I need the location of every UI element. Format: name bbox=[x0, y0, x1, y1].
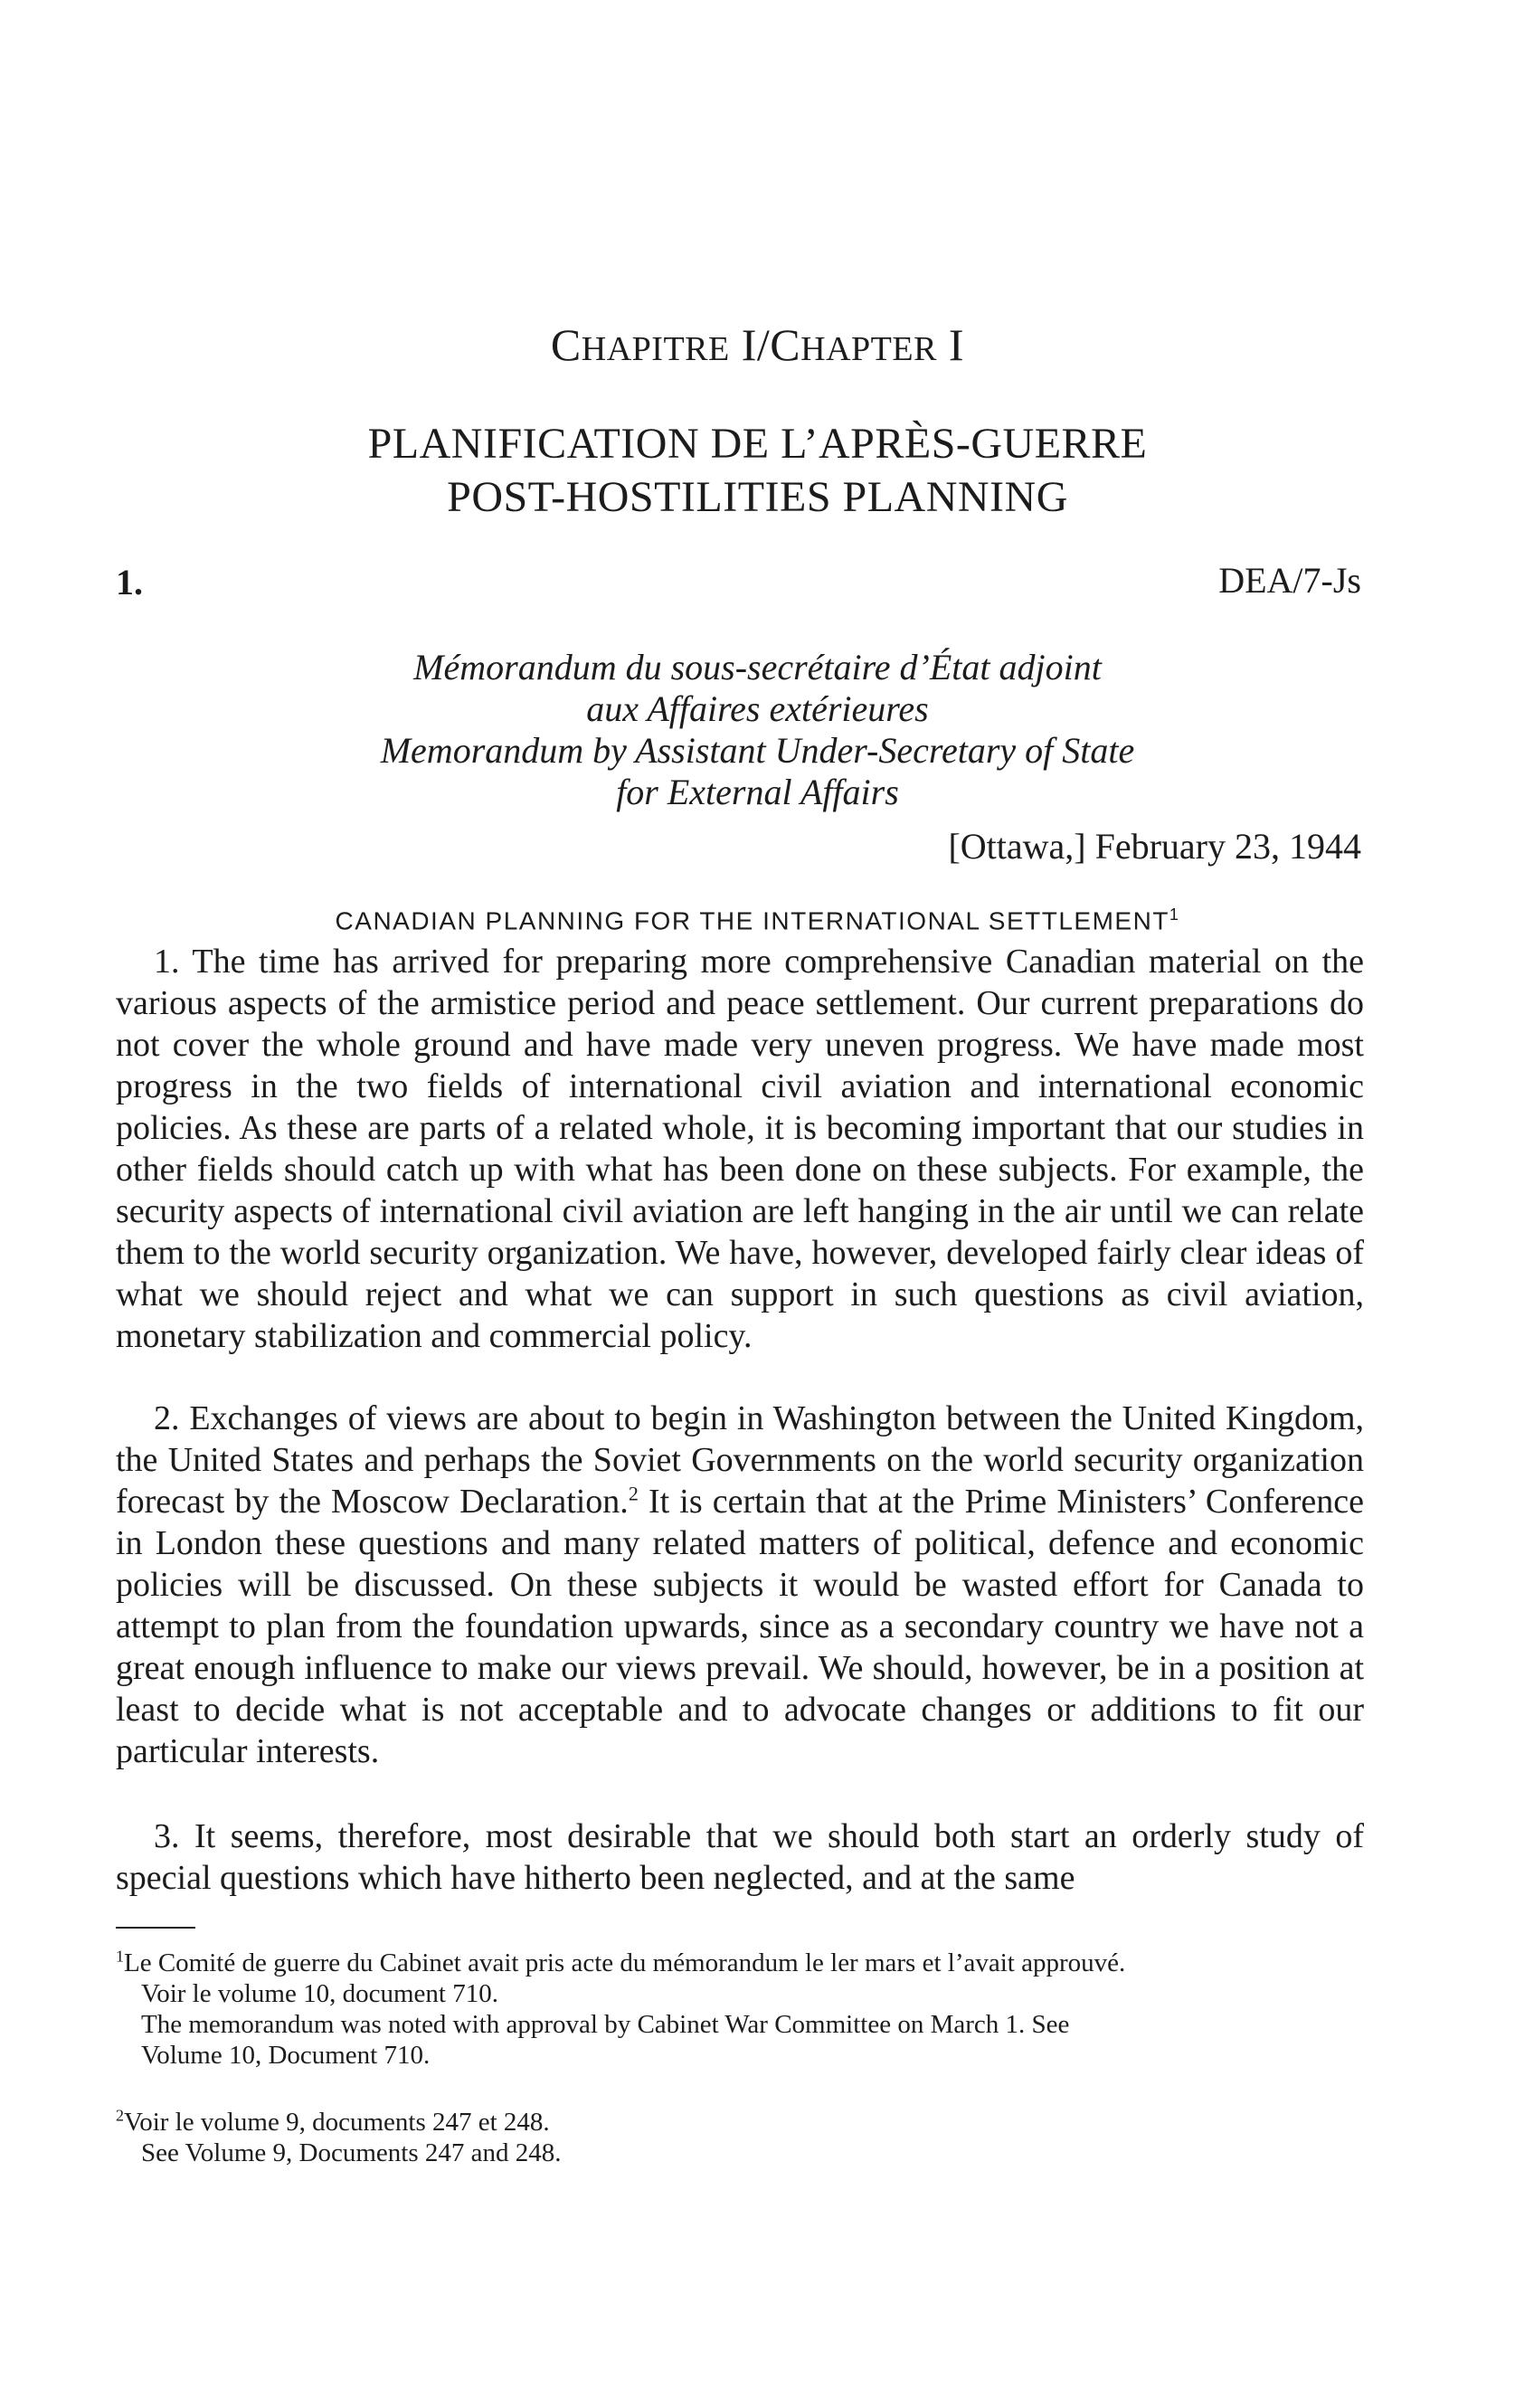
paragraph-2-part-a: 2. Exchanges of views are about to begin in Washington between the United Kingdom, the United States and perhaps the Soviet Governments on the world security organization forecast by the Moscow Declaration. bbox=[116, 1399, 1364, 1521]
description-english-line-1: Memorandum by Assistant Under-Secretary of State bbox=[380, 730, 1135, 771]
description-french-line-1: Mémorandum du sous-secrétaire d’État adjoint bbox=[413, 647, 1102, 687]
footnote-2-mark: 2 bbox=[116, 2106, 124, 2125]
footnote-1-english-line-1: The memorandum was noted with approval by Cabinet War Committee on March 1. See bbox=[141, 2010, 1070, 2039]
chapter-en-initial: C bbox=[770, 319, 801, 370]
footnote-marker-1: 1 bbox=[1169, 905, 1180, 924]
title-french: PLANIFICATION DE L’APRÈS-GUERRE bbox=[367, 420, 1148, 468]
paragraph-1: 1. The time has arrived for preparing more comprehensive Canadian material on the various aspects of the armistice period and peace settlement. Our current preparations do not cover the whole ground and have made very uneven progress. We have made most progress in the two fields of international civil aviation and international economic policies. As these are parts of a related whole, it is becoming important that our studies in other fields should catch up with what has been done on these subjects. For example, the security aspects of international civil aviation are left hanging in the air until we can relate them to the world security organization. We have, however, developed fairly clear ideas of what we should reject and what we can support in such questions as civil aviation, monetary stabilization and commercial policy. bbox=[116, 943, 1364, 1355]
footnote-2-french: Voir le volume 9, documents 247 et 248. bbox=[124, 2108, 550, 2137]
chapter-fr-smallcaps: HAPITRE bbox=[581, 330, 730, 368]
footnote-divider bbox=[116, 1927, 195, 1929]
footnote-1-english-line-2: Volume 10, Document 710. bbox=[141, 2041, 431, 2070]
dateline: [Ottawa,] February 23, 1944 bbox=[948, 826, 1361, 867]
paragraph-2 bbox=[116, 1398, 1364, 1772]
chapter-en-smallcaps: HAPTER bbox=[800, 330, 937, 368]
footnote-2-english: See Volume 9, Documents 247 and 248. bbox=[141, 2138, 562, 2167]
chapter-fr-initial: C bbox=[550, 319, 582, 370]
title-english: POST-HOSTILITIES PLANNING bbox=[447, 473, 1068, 521]
section-heading bbox=[0, 905, 1515, 935]
footnote-1-english bbox=[116, 2009, 1364, 2071]
footnote-1-french bbox=[116, 1948, 1364, 2009]
chapter-heading bbox=[0, 318, 1515, 371]
section-heading-text: CANADIAN PLANNING FOR THE INTERNATIONAL SETTLEMENT bbox=[335, 906, 1169, 935]
paragraph-2-part-b: It is certain that at the Prime Ministers’ Conference in London these questions and many related matters of political, defence and economic policies will be discussed. On these subjects it would be wasted effort for Canada to attempt to plan from the foundation upwards, since as a secondary country we have not a great enough influence to make our views prevail. We should, however, be in a position at least to decide what is not acceptable and to advocate changes or additions to fit our particular interests. bbox=[116, 1483, 1364, 1770]
chapter-en-number: I bbox=[936, 319, 965, 370]
description-english-line-2: for External Affairs bbox=[616, 772, 899, 812]
chapter-fr-number: I/ bbox=[729, 319, 771, 370]
footnote-1-mark: 1 bbox=[116, 1947, 124, 1966]
footnote-2 bbox=[116, 2107, 1364, 2168]
document-reference: DEA/7-Js bbox=[1218, 560, 1361, 601]
paragraph-3: 3. It seems, therefore, most desirable that we should both start an orderly study of special questions which have hitherto been neglected, and at the same bbox=[116, 1817, 1364, 1897]
footnote-1-french-line-2: Voir le volume 10, document 710. bbox=[141, 1979, 498, 2008]
description-french-line-2: aux Affaires extérieures bbox=[586, 688, 929, 729]
document-number: 1. bbox=[116, 562, 143, 602]
footnote-1-french-line-1: Le Comité de guerre du Cabinet avait pris acte du mémorandum le ler mars et l’avait approuvé. bbox=[124, 1948, 1126, 1977]
footnote-marker-2: 2 bbox=[628, 1482, 639, 1505]
